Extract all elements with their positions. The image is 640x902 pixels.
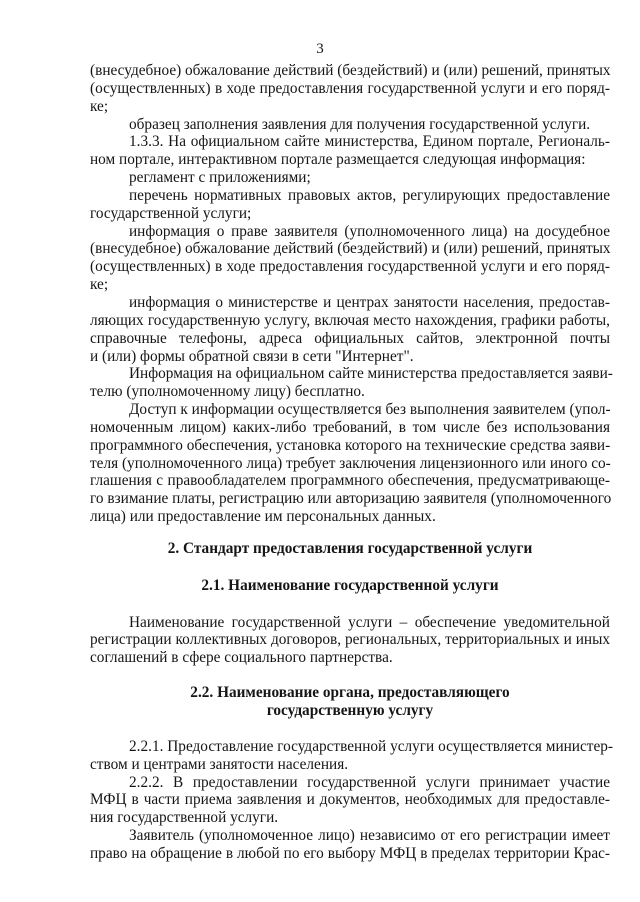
text-line: (внесудебное) обжалование действий (бездействий) и (или) решений, принятых xyxy=(90,62,611,79)
section-heading-2: 2. Стандарт предоставления государственной услуги xyxy=(167,539,533,557)
text-line: МФЦ в части приема заявления и документов, необходимых для предоставле- xyxy=(90,791,610,809)
text-line: (осуществленных) в ходе предоставления государственной услуги и его поряд- xyxy=(90,79,610,97)
section-heading-2-2-line-2: государственную услугу xyxy=(266,702,434,719)
text-line: 1.3.3. На официальном сайте министерства, Едином портале, Региональ- xyxy=(129,133,610,151)
text-line: и (или) формы обратной связи в сети "Интернет". xyxy=(90,347,414,365)
section-heading-2-1: 2.1. Наименование государственной услуги xyxy=(201,576,499,594)
text-line: ством и центрами занятости населения. xyxy=(90,755,349,773)
text-line: глашения с правообладателем программного обеспечения, предусматривающе- xyxy=(90,472,610,490)
text-line: справочные телефоны, адреса официальных сайтов, электронной почты xyxy=(90,329,610,347)
text-line: ляющих государственную услугу, включая место нахождения, графики работы, xyxy=(90,311,610,329)
text-line: номоченным лицом) каких-либо требований, в том числе без использования xyxy=(90,418,610,436)
text-line: государственной услуги; xyxy=(90,204,252,222)
text-line: Информация на официальном сайте министерства предоставляется заяви- xyxy=(129,365,613,383)
text-line: ке; xyxy=(90,97,109,115)
text-line: лица) или предоставление им персональных данных. xyxy=(90,508,436,526)
text-line: 2.2.1. Предоставление государственной услуги осуществляется министер- xyxy=(129,737,614,755)
text-line: право на обращение в любой по его выбору МФЦ в пределах территории Крас- xyxy=(90,844,610,862)
text-line: соглашений в сфере социального партнерства. xyxy=(90,649,393,667)
text-line: теля (уполномоченного лица) требует заключения лицензионного или иного со- xyxy=(90,454,611,472)
text-line: информация о министерстве и центрах занятости населения, предостав- xyxy=(129,293,610,311)
text-line: Доступ к информации осуществляется без выполнения заявителем (упол- xyxy=(129,401,611,419)
text-line: телю (уполномоченному лицу) бесплатно. xyxy=(90,383,365,401)
text-line: Наименование государственной услуги – обеспечение уведомительной xyxy=(129,613,610,631)
text-line: 2.2.2. В предоставлении государственной услуги принимает участие xyxy=(129,773,610,791)
text-line: ном портале, интерактивном портале размещается следующая информация: xyxy=(90,151,586,169)
text-line: ния государственной услуги. xyxy=(90,809,279,827)
text-line: регламент с приложениями; xyxy=(129,169,311,187)
page-number: 3 xyxy=(316,41,324,57)
text-line: регистрации коллективных договоров, региональных, территориальных и иных xyxy=(90,631,610,649)
text-line: (внесудебное) обжалование действий (бездействий) и (или) решений, принятых xyxy=(90,240,611,258)
section-heading-2-2-line-1: 2.2. Наименование органа, предоставляющего xyxy=(190,684,510,702)
text-line: (осуществленных) в ходе предоставления государственной услуги и его поряд- xyxy=(90,258,610,276)
document-body xyxy=(90,62,614,863)
text-line: программного обеспечения, установка которого на технические средства заяви- xyxy=(90,436,611,454)
text-line: Заявитель (уполномоченное лицо) независимо от его регистрации имеет xyxy=(129,827,610,845)
text-line: информация о праве заявителя (уполномоченного лица) на досудебное xyxy=(129,222,610,240)
text-line: го взимание платы, регистрацию или авторизацию заявителя (уполномоченного xyxy=(90,490,612,508)
text-line: образец заполнения заявления для получения государственной услуги. xyxy=(129,115,591,133)
text-line: перечень нормативных правовых актов, регулирующих предоставление xyxy=(129,186,610,204)
text-line: ке; xyxy=(90,276,109,294)
